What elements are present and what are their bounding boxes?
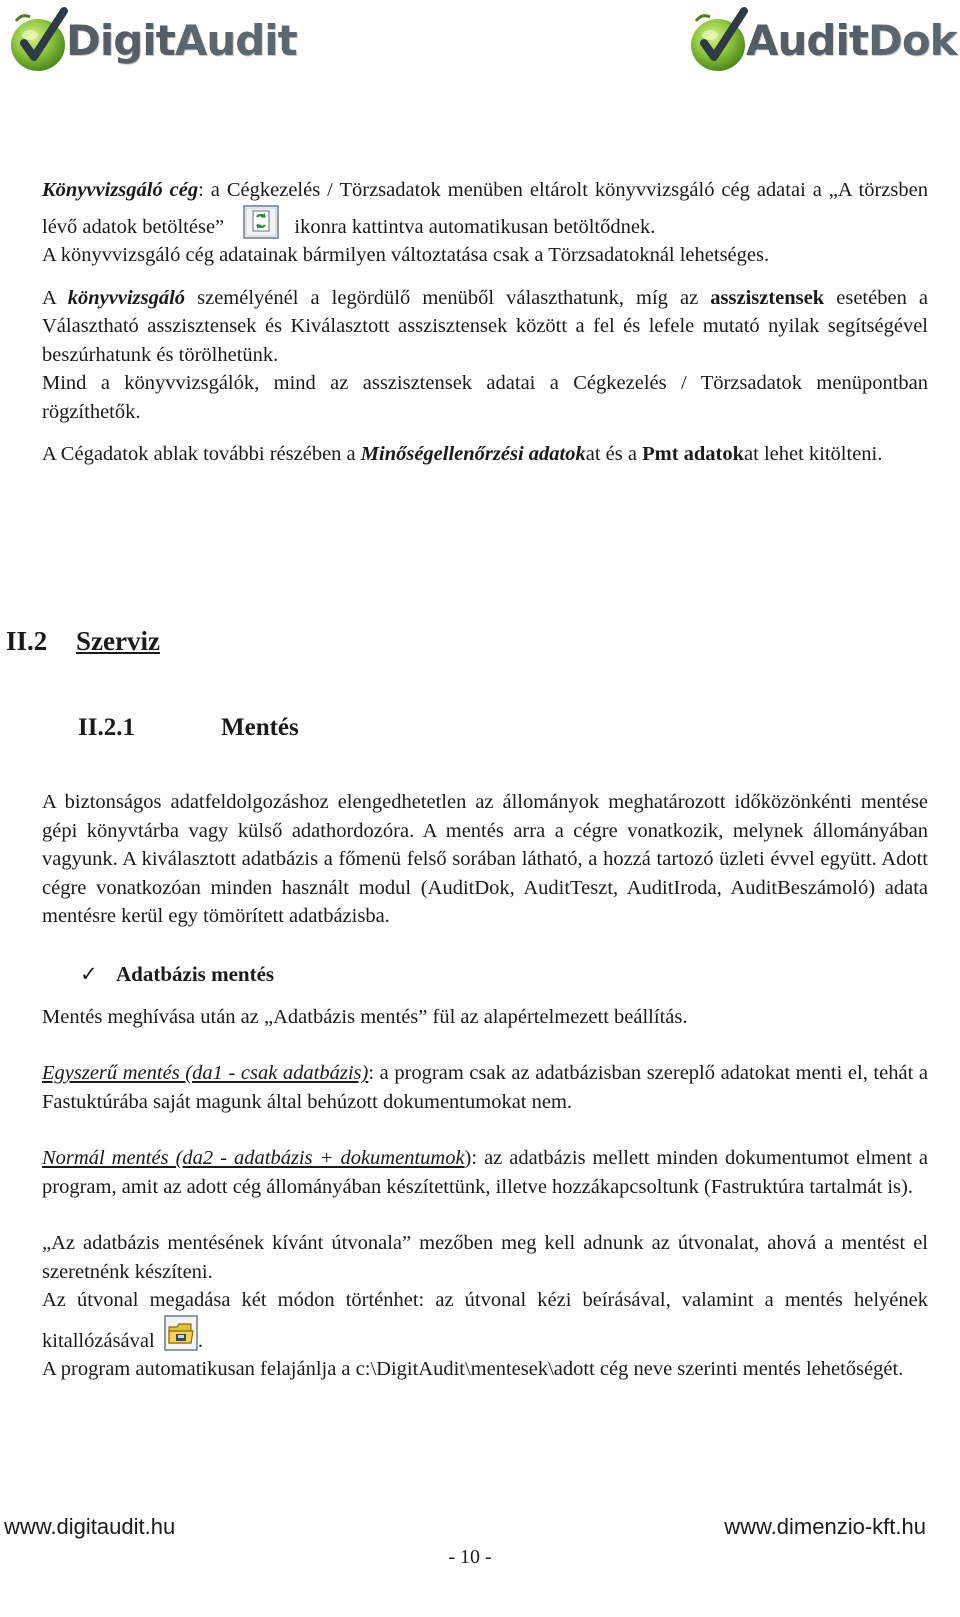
- apple-check-icon: [6, 5, 72, 75]
- heading-title: Szerviz: [76, 626, 160, 656]
- paragraph-backup-default: Mentés meghívása után az „Adatbázis mentés” fül az alapértelmezett beállítás.: [42, 1005, 688, 1028]
- page-number: - 10 -: [448, 1546, 492, 1568]
- section-company-data: [42, 176, 928, 469]
- footer-url-digitaudit[interactable]: www.digitaudit.hu: [4, 1514, 176, 1539]
- paragraph-default-path: A program automatikusan felajánlja a c:\DigitAudit\mentesek\adott cég neve szerinti mentés lehetőségét.: [42, 1358, 904, 1380]
- folder-browse-icon[interactable]: [164, 1315, 198, 1351]
- apple-check-icon: [686, 5, 752, 75]
- logo-name-part1: Digit: [66, 15, 175, 65]
- logo-name-part2: Dok: [867, 15, 957, 65]
- paragraph-path-methods: Az útvonal megadása két módon történhet: az útvonal kézi beírásával, valamint a mentés helyének kitallózásával .: [42, 1289, 928, 1352]
- heading-service: [6, 626, 160, 657]
- paragraph-change-note: A könyvvizsgáló cég adatainak bármilyen változtatása csak a Törzsadatoknál lehetséges.: [42, 244, 770, 266]
- paragraph-backup-path: „Az adatbázis mentésének kívánt útvonala” mezőben meg kell adnunk az útvonalat, ahová a mentést el szeretnénk készíteni.: [42, 1232, 928, 1283]
- refresh-data-icon[interactable]: [243, 205, 279, 239]
- paragraph-backup-intro: A biztonságos adatfeldolgozáshoz elengedhetetlen az állományok meghatározott időközönkénti mentése gépi könyvtárba vagy külső adathordozóra. A mentés arra a cégre vonatkozik, melynek állományában vagyunk. A kiválasztott adatbázis a főmenü felső sorában látható, a hozzá tartozó üzleti évvel együtt. Adott cégre vonatkozóan minden használt modul (AuditDok, AuditTeszt, AuditIroda, AuditBeszámoló) adata mentésre kerül egy tömörített adatbázisba.: [42, 791, 928, 927]
- heading-number: II.2.1: [78, 714, 135, 741]
- term-auditor-company: Könyvvizsgáló cég: [42, 179, 199, 201]
- paragraph-simple-backup: Egyszerű mentés (da1 - csak adatbázis): a program csak az adatbázisban szereplő adatokat menti el, tehát a Fastuktúrába saját magunk által behúzott dokumentumokat nem.: [42, 1062, 928, 1113]
- term-simple-backup: Egyszerű mentés (da1 - csak adatbázis): [42, 1062, 369, 1084]
- checkmark-icon: ✓: [80, 961, 98, 986]
- paragraph-master-data: Mind a könyvvizsgálók, mind az asszisztensek adatai a Cégkezelés / Törzsadatok menüpontban rögzíthetők.: [42, 372, 928, 423]
- section-backup: [42, 788, 928, 1384]
- auditdok-logo: [686, 4, 957, 76]
- term-normal-backup: Normál mentés (da2 - adatbázis + dokumentumok: [42, 1147, 465, 1169]
- digitaudit-logo: [6, 4, 297, 76]
- heading-backup: [78, 714, 299, 742]
- logo-name-part1: Audit: [746, 15, 868, 65]
- subheading-database-backup: ✓ Adatbázis mentés: [80, 959, 928, 989]
- logo-name-part2: Audit: [174, 15, 297, 65]
- paragraph-normal-backup: Normál mentés (da2 - adatbázis + dokumentumok): az adatbázis mellett minden dokumentumot elment a program, amit az adott cég állományában készítettünk, illetve hozzákapcsoltunk (Fastruktúra tartalmát is).: [42, 1147, 928, 1198]
- paragraph-auditor-company: Könyvvizsgáló cég: a Cégkezelés / Törzsadatok menüben eltárolt könyvvizsgáló cég adatai a „A törzsben lévő adatok betöltése” ikonra kattintva automatikusan betöltődnek.: [42, 179, 928, 238]
- heading-title: Mentés: [221, 714, 299, 741]
- footer-url-dimenzio[interactable]: www.dimenzio-kft.hu: [724, 1514, 926, 1539]
- paragraph-quality-data: A Cégadatok ablak további részében a Minőségellenőrzési adatokat és a Pmt adatokat lehet kitölteni.: [42, 443, 883, 465]
- paragraph-auditor-person: A könyvvizsgáló személyénél a legördülő menüből választhatunk, míg az asszisztensek esetében a Választható asszisztensek és Kiválasztott asszisztensek között a fel és lefele mutató nyilak segítségével beszúrhatunk és törölhetünk.: [42, 286, 928, 366]
- heading-number: II.2: [6, 626, 48, 656]
